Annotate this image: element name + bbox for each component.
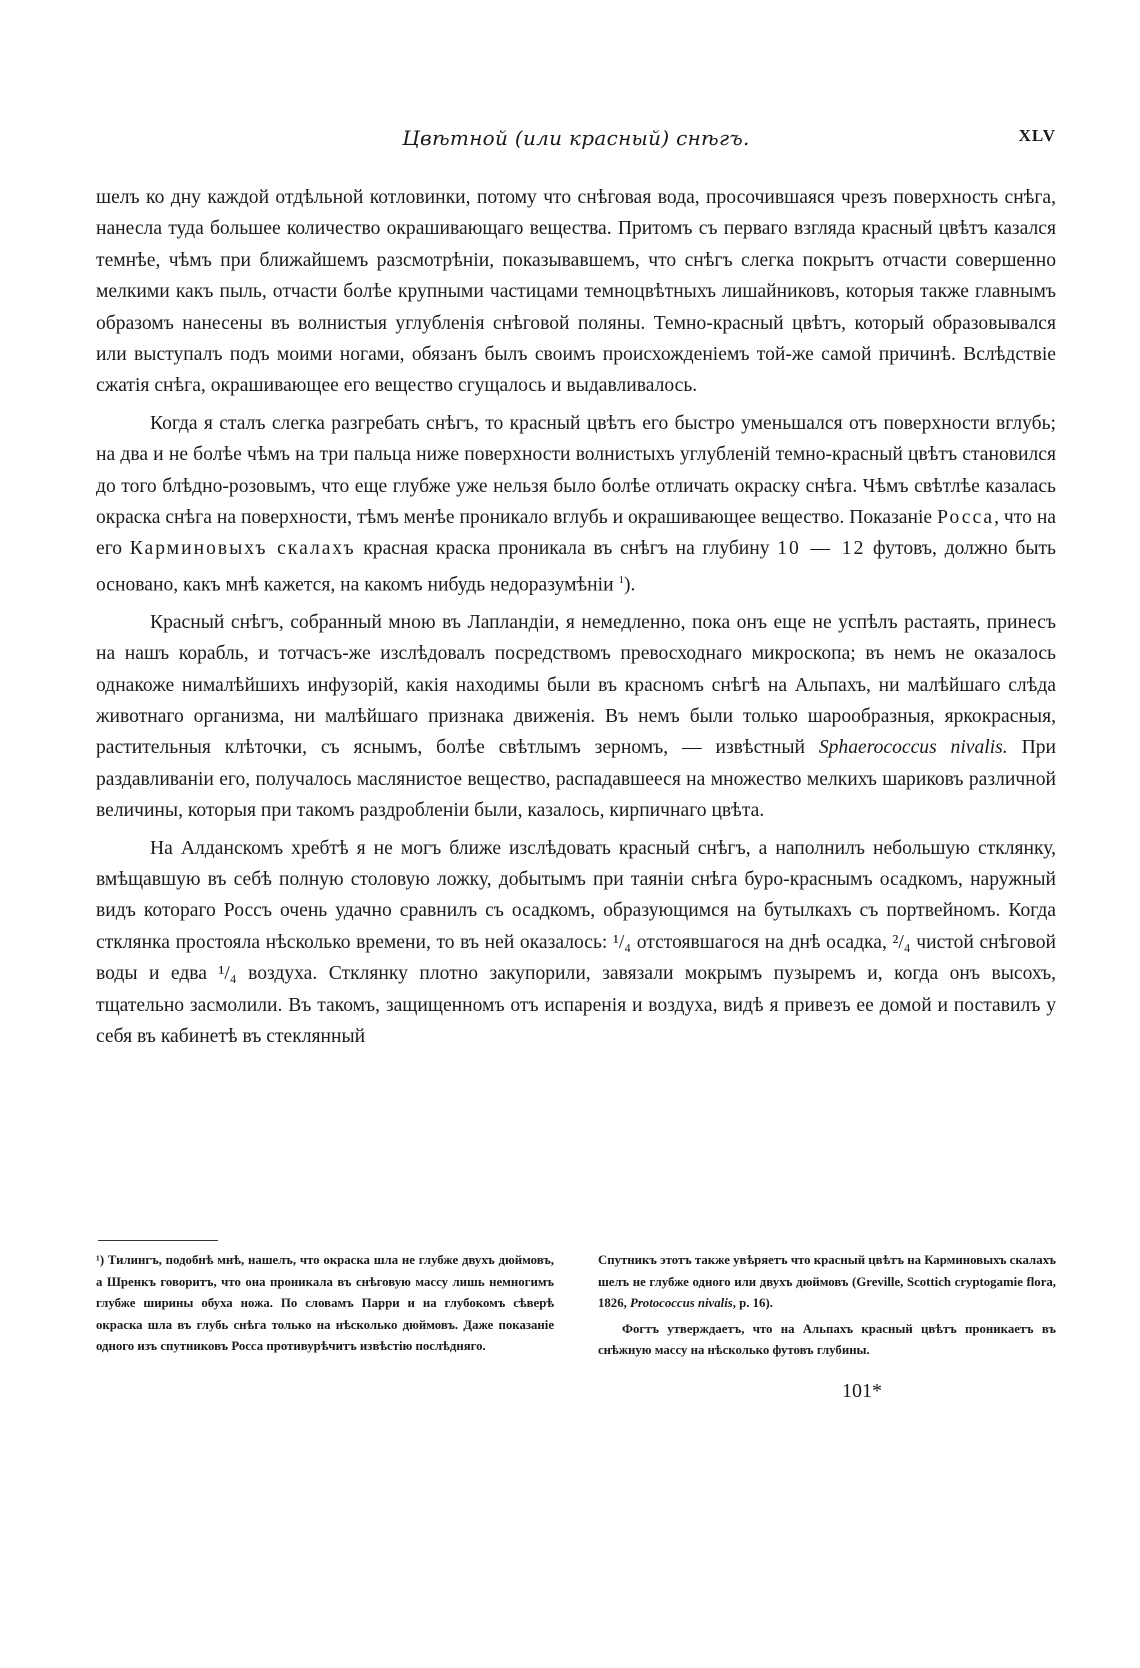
page-number: XLV — [1018, 126, 1056, 145]
paragraph-1 — [96, 182, 1056, 402]
footnote-column-right — [598, 1250, 1056, 1366]
paragraph-2-text-d: футовъ, должно быть основано, какъ мнѣ кажется, на какомъ нибудь недоразумѣніи — [96, 538, 1056, 596]
paragraph-4-text-c: чистой снѣговой воды и едва — [96, 931, 1057, 985]
paragraph-2-text-b: , что на его — [96, 507, 1056, 560]
paragraph-1-text: шелъ ко дну каждой отдѣльной котловинки, потому что снѣговая вода, просочившаяся чрезъ поверхность снѣга, нанесла туда большее количество окрашивающаго вещества. Притомъ съ перваго взгляда красный цвѣтъ казался темнѣе, чѣмъ при ближайшемъ разсмотрѣніи, показывавшемъ, что снѣгъ слегка покрытъ отчасти совершенно мелкими какъ пыль, отчасти болѣе крупными частицами темноцвѣтныхъ лишайниковъ, которыя также главнымъ образомъ нанесены въ волнистыя углубленія снѣговой поляны. Темно-красный цвѣтъ, который образовывался или выступалъ подъ моими ногами, обязанъ былъ своимъ происхожденіемъ той-же самой причинѣ. Вслѣдствіе сжатія снѣга, окрашивающее его вещество сгущалось и выдавливалось. — [96, 187, 1056, 397]
paragraph-2-text-a: Когда я сталъ слегка разгребать снѣгъ, то красный цвѣтъ его быстро уменьшался отъ поверхности вглубь; на два и не болѣе чѣмъ на три пальца ниже поверхности волнистыхъ углубленій темно-красный цвѣтъ становился до того блѣдно-розовымъ, что еще глубже уже нельзя было болѣе отличать окраску снѣга. Чѣмъ свѣтлѣе казалась окраска снѣга на поверхности, тѣмъ менѣе проникало вглубь и окрашивающее вещество. Показаніе — [96, 412, 1056, 529]
depth-value: 10 — 12 — [777, 538, 866, 560]
paragraph-4-text-b: отстоявшагося на днѣ осадка, — [636, 931, 887, 953]
paragraph-3-text-b: При раздавливаніи его, получалось маслянистое вещество, распадавшееся на множество мелкихъ шариковъ различной величины, которыя при такомъ раздробленіи были, казалось, кирпичнаго цвѣта. — [96, 737, 1057, 822]
footnote-continuation-text: Спутникъ этотъ также увѣряетъ что красный цвѣтъ на Карминовыхъ скалахъ шелъ не глубже одного или двухъ дюймовъ (Greville, Scottich cryptogamie flora, 1826, — [598, 1253, 1056, 1310]
species-name: Sphaerococcus nivalis. — [818, 737, 1008, 759]
footnote-page-ref: , p. 16). — [732, 1296, 773, 1310]
fraction-sediment: ¹/₄ — [612, 931, 632, 953]
paragraph-4 — [96, 833, 1056, 1053]
footnote-vogt: Фогтъ утверждаетъ, что на Альпахъ красный цвѣтъ проникаетъ въ снѣжную массу на нѣсколько футовъ глубины. — [598, 1321, 1056, 1357]
paragraph-2-text-e: ). — [623, 574, 636, 596]
footnote-reference[interactable]: 1 — [618, 573, 624, 586]
place-carmine-rocks: Карминовыхъ скалахъ — [129, 538, 356, 560]
fraction-water: ²/₄ — [892, 931, 911, 953]
footnote-divider — [98, 1240, 218, 1241]
name-ross: Росса — [937, 507, 995, 529]
paragraph-3-text-a: Красный снѣгъ, собранный мною въ Лапландіи, я немедленно, пока онъ еще не успѣлъ растаять, принесъ на нашъ корабль, и тотчасъ-же изслѣдовалъ посредствомъ превосходнаго микроскопа; въ немъ не оказалось однакоже нималѣйшихъ инфузорій, какія находимы были въ красномъ снѣгѣ на Альпахъ, ни малѣйшаго слѣда животнаго организма, ни малѣйшаго признака движенія. Въ немъ были только шарообразныя, яркокрасныя, растительныя клѣточки, съ яснымъ, болѣе свѣтлымъ зерномъ, — извѣстный — [96, 611, 1056, 759]
paragraph-4-text-d: воздуха. Стклянку плотно закупорили, завязали мокрымъ пузыремъ и, когда онъ высохъ, тщательно засмолили. Въ такомъ, защищенномъ отъ испаренія и воздуха, видѣ я привезъ ее домой и поставилъ у себя въ кабинетѣ въ стеклянный — [96, 963, 1056, 1048]
paragraph-2 — [96, 408, 1056, 601]
paragraph-2-text-c: красная краска проникала въ снѣгъ на глубину — [363, 538, 770, 560]
footnote-continuation — [598, 1250, 1056, 1315]
footnote-1: ¹) Тилингъ, подобнѣ мнѣ, нашелъ, что окраска шла не глубже двухъ дюймовъ, а Шренкъ говоритъ, что она проникала въ снѣговую массу лишь немногимъ глубже ширины обуха ножа. По словамъ Парри и на глубокомъ сѣверѣ окраска шла въ глубь снѣга только на нѣсколько дюймовъ. Даже показаніе одного изъ спутниковъ Росса противурѣчитъ извѣстію послѣдняго. — [96, 1253, 554, 1353]
paragraph-3 — [96, 607, 1056, 827]
page-header — [96, 126, 1056, 160]
paragraph-4-text-a: На Алданскомъ хребтѣ я не могъ ближе изслѣдовать красный снѣгъ, а наполнилъ небольшую стклянку, вмѣщавшую въ себѣ полную столовую ложку, добытымъ при таяніи снѣга буро-краснымъ осадкомъ, наружный видъ котораго Россъ очень удачно сравнилъ съ осадкомъ, образующимся на бутылкахъ съ портвейномъ. Когда стклянка простояла нѣсколько времени, то въ ней оказалось: — [96, 837, 1056, 953]
signature-mark: 101* — [842, 1380, 882, 1402]
footnote-species: Protococcus nivalis — [630, 1296, 733, 1310]
footnote-column-left — [96, 1250, 554, 1366]
main-text — [96, 182, 1056, 1059]
fraction-air: ¹/₄ — [218, 963, 237, 985]
running-head: Цвѣтной (или красный) снѣгъ. — [402, 126, 750, 150]
footnotes — [96, 1250, 1056, 1366]
